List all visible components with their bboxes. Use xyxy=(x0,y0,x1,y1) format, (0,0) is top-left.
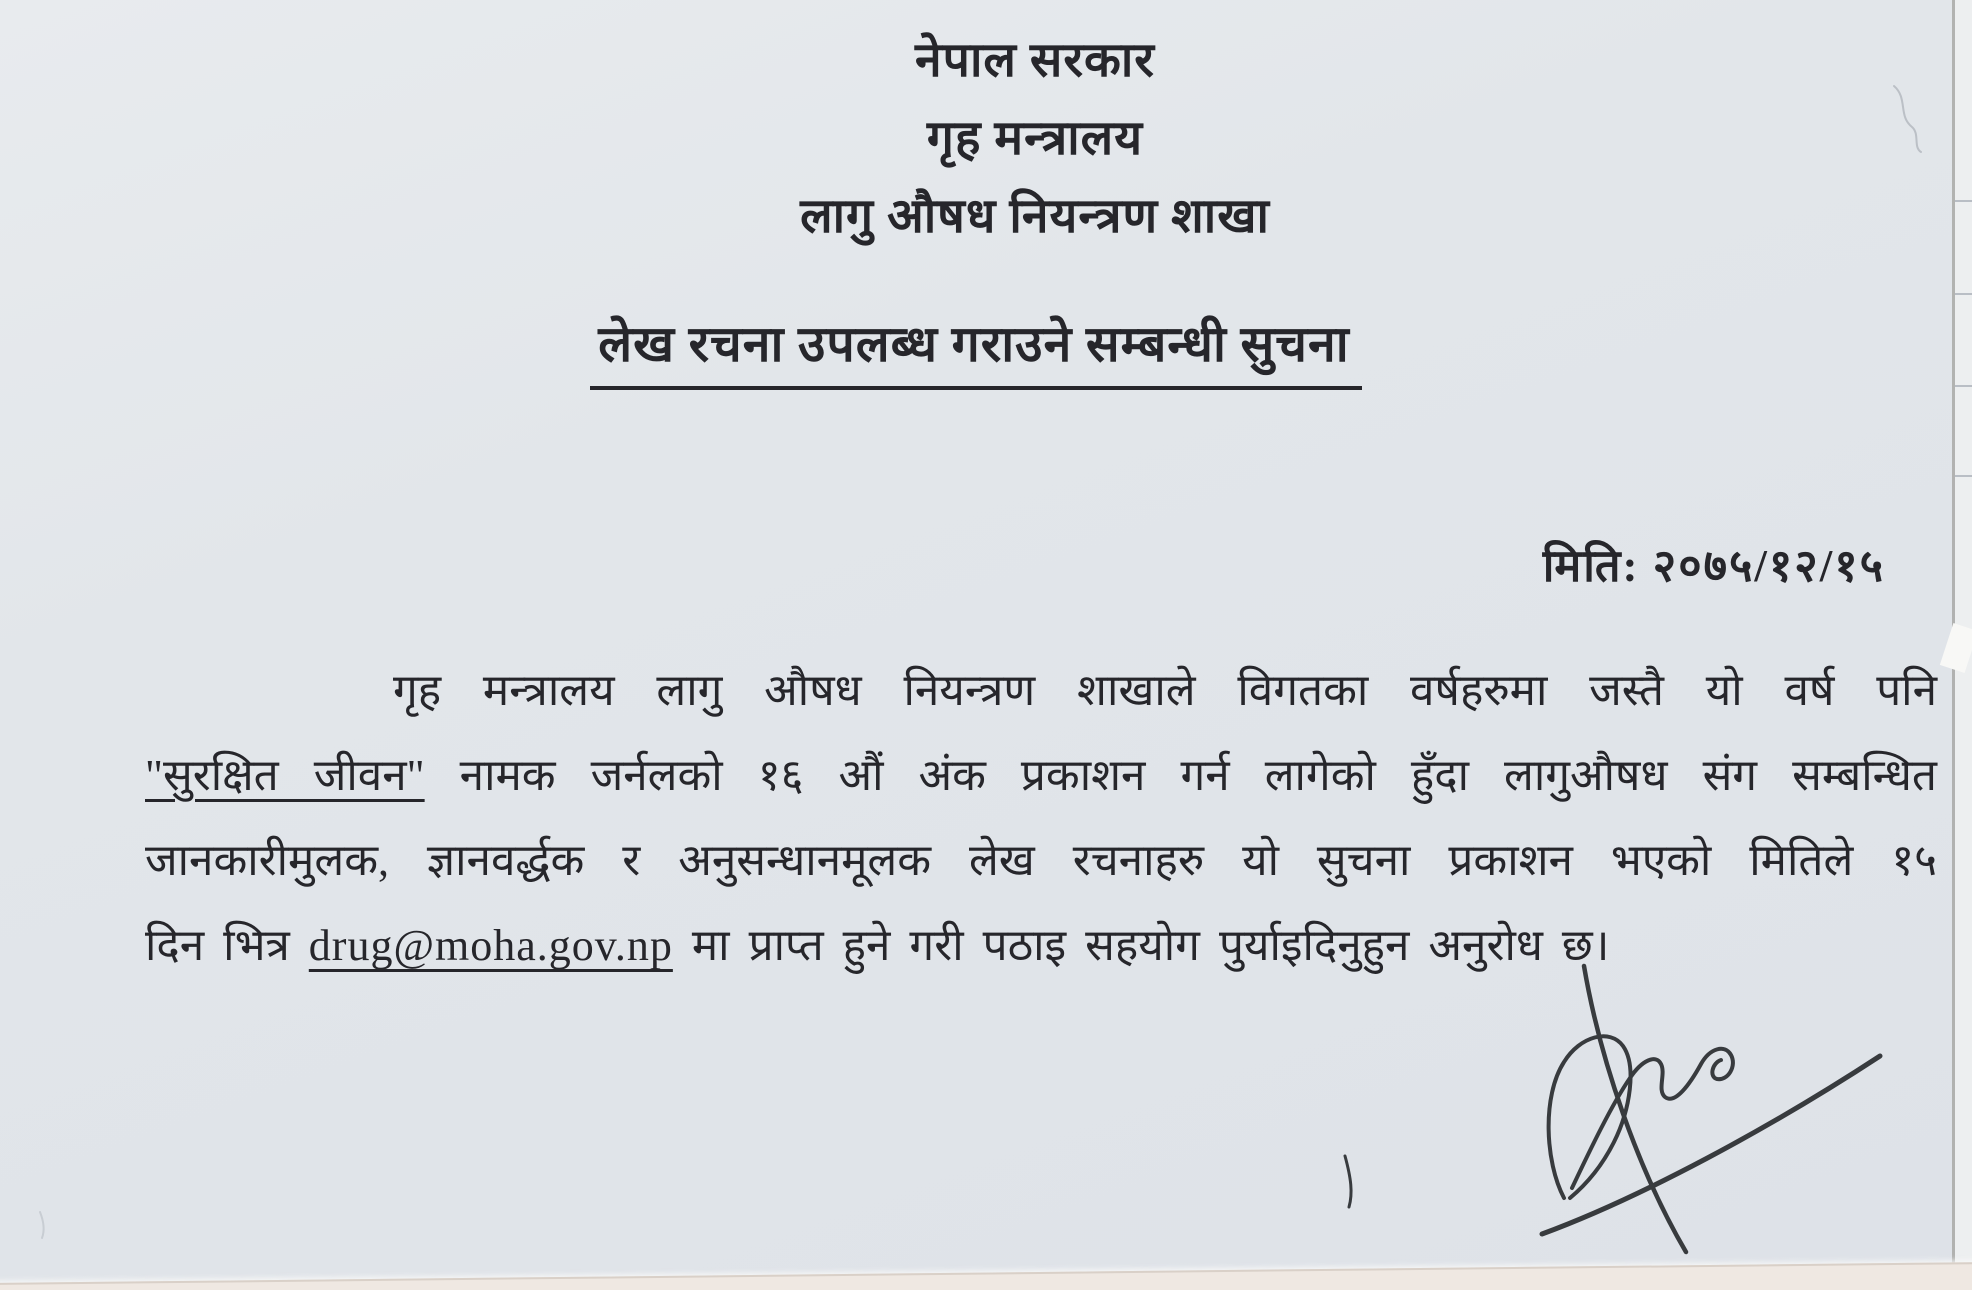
ruled-mark xyxy=(1955,200,1972,202)
notice-title-row xyxy=(0,308,1952,390)
body-line-2-rest: नामक जर्नलको १६ औं अंक प्रकाशन गर्न लागेको हुँदा लागुऔषध संग सम्बन्धित xyxy=(424,751,1937,800)
letterhead-ministry: गृह मन्त्रालय xyxy=(926,112,1144,165)
journal-name: "सुरक्षित जीवन" xyxy=(145,751,425,800)
email-address: drug@moha.gov.np xyxy=(308,921,673,970)
letterhead-section: लागु औषध नियन्त्रण शाखा xyxy=(800,190,1270,243)
body-line-4 xyxy=(145,903,1937,988)
signature-sweep xyxy=(1542,1056,1880,1234)
notice-title: लेख रचना उपलब्ध गराउने सम्बन्धी सुचना xyxy=(590,308,1361,390)
scratch-mark xyxy=(40,1212,44,1238)
letterhead xyxy=(98,22,1972,256)
date-line: मिति: २०७५/१२/१५ xyxy=(1542,541,1885,591)
body-line-1: गृह मन्त्रालय लागु औषध नियन्त्रण शाखाले विगतका वर्षहरुमा जस्तै यो वर्ष पनि xyxy=(393,666,1937,715)
body-line-4-post: मा प्राप्त हुने गरी पठाइ सहयोग पुर्याइदिनुहुन अनुरोध छ। xyxy=(672,921,1610,970)
signature-humps xyxy=(1572,1049,1733,1188)
ruled-mark xyxy=(1955,293,1972,295)
body-line-3: जानकारीमुलक, ज्ञानवर्द्धक र अनुसन्धानमूलक लेख रचनाहरु यो सुचना प्रकाशन भएको मितिले १५ xyxy=(145,836,1937,885)
ruled-mark xyxy=(1955,475,1972,477)
letterhead-government: नेपाल सरकार xyxy=(915,34,1155,87)
body-line-4-pre: दिन भित्र xyxy=(145,921,309,970)
ruled-mark xyxy=(1955,385,1972,387)
signature-loop xyxy=(1549,1036,1631,1198)
notice-body xyxy=(145,648,1937,988)
body-line-2 xyxy=(145,733,1937,818)
signature-stray-mark xyxy=(1345,1156,1351,1207)
signature-slash xyxy=(1584,966,1686,1252)
paper-edge-bottom xyxy=(0,1262,1972,1290)
